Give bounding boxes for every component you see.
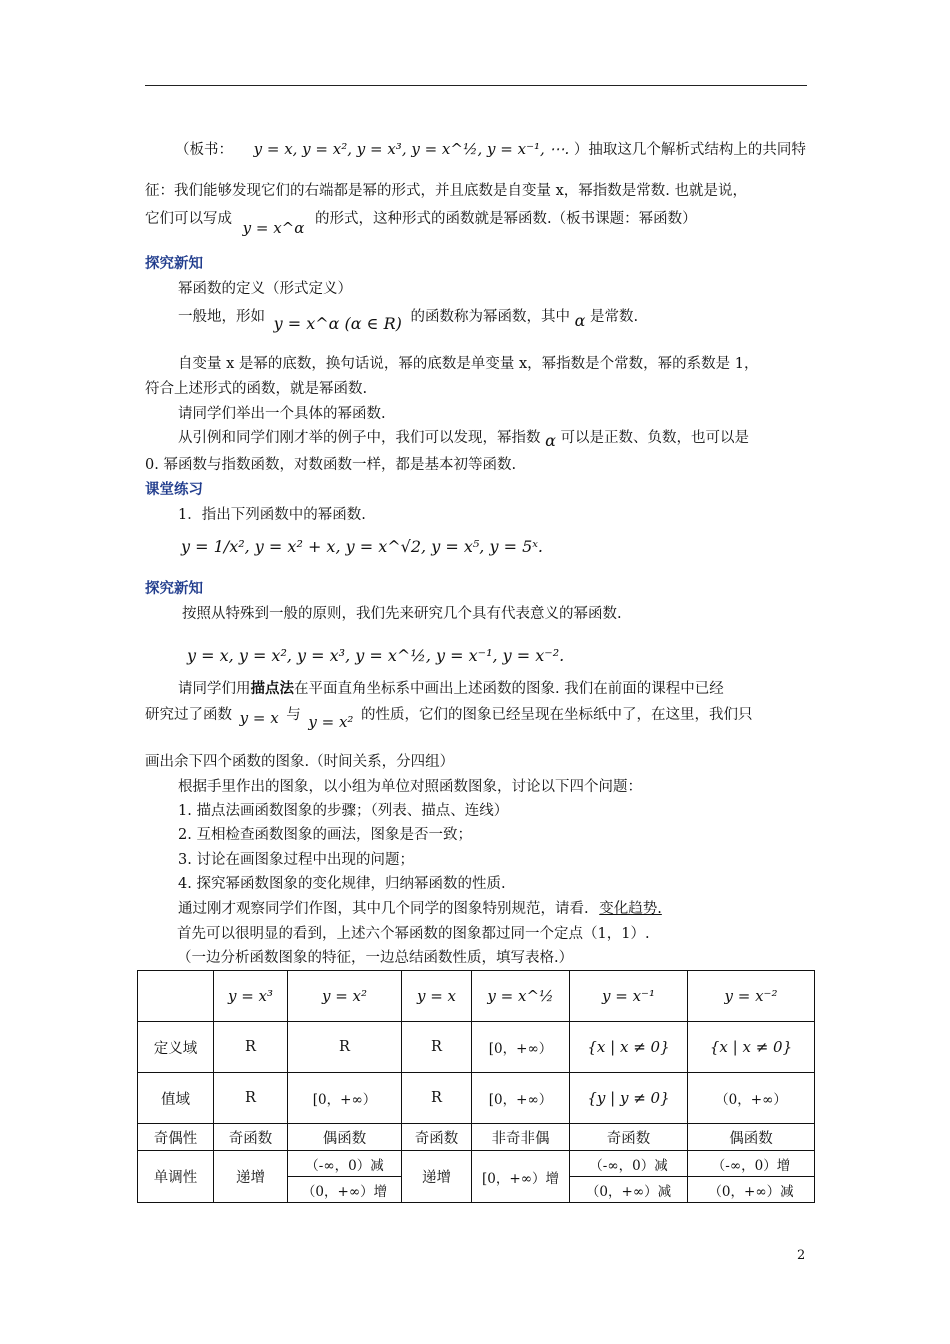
paragraph-variable-2: 符合上述形式的函数，就是幂函数. [145, 381, 368, 397]
table-cell: （0，+∞）增 [288, 1177, 402, 1203]
paragraph-exponent [145, 426, 750, 450]
col-header: y = x⁻¹ [570, 971, 688, 1022]
col-header: y = x^½ [472, 971, 570, 1022]
table-header-row [138, 971, 815, 1022]
paragraph-observation: 征：我们能够发现它们的右端都是幂的形式，并且底数是自变量 x，幂指数是常数. 也就是说， [145, 183, 748, 199]
exercise-question: 1．指出下列函数中的幂函数. [178, 507, 366, 523]
table-cell: [0，+∞） [472, 1022, 570, 1073]
paragraph-draw [145, 677, 724, 698]
text-lead: 研究过了函数 [145, 707, 232, 723]
page-number: 2 [797, 1248, 806, 1263]
col-header: y = x⁻² [688, 971, 815, 1022]
table-cell: [0，+∞） [472, 1073, 570, 1124]
paragraph-general-form [145, 207, 697, 237]
text-tail: 的形式，这种形式的函数就是幂函数.（板书课题：幂函数） [314, 211, 697, 227]
list-item: 4. 探究幂函数图象的变化规律，归纳幂函数的性质. [178, 876, 506, 892]
heading-practice: 课堂练习 [145, 482, 203, 498]
text-tail: 是常数. [590, 309, 639, 325]
row-label: 奇偶性 [138, 1124, 214, 1151]
table-cell: {x | x ≠ 0} [570, 1022, 688, 1073]
paragraph-exponent-2: 0. 幂函数与指数函数，对数函数一样，都是基本初等函数. [145, 457, 517, 473]
table-cell: （0，+∞）减 [570, 1177, 688, 1203]
formula-y-x: y = x [239, 709, 279, 727]
table-cell: （-∞，0）减 [570, 1151, 688, 1177]
text-lead: 它们可以写成 [145, 211, 232, 227]
paragraph-observe [145, 897, 676, 918]
paragraph-draw-2 [145, 703, 753, 731]
table-row [138, 1151, 815, 1177]
exercise-formula: y = 1/x², y = x² + x, y = x^√2, y = x⁵, y = 5ˣ. [181, 537, 544, 556]
text-tail: 在平面直角坐标系中画出上述函数的图象. 我们在前面的课程中已经 [294, 681, 724, 697]
table-row [138, 1022, 815, 1073]
list-item: 1. 描点法画函数图象的步骤；（列表、描点、连线） [178, 803, 509, 819]
formula-power: y = x^α [242, 219, 305, 237]
paragraph-principle: 按照从特殊到一般的原则，我们先来研究几个具有代表意义的幂函数. [182, 606, 622, 622]
paragraph-table-intro: （一边分析函数图象的特征，一边总结函数性质，填写表格.） [177, 950, 574, 966]
paragraph-blackboard [175, 138, 806, 159]
link-trend: 变化趋势. [599, 901, 662, 917]
table-cell: R [214, 1073, 288, 1124]
col-header: y = x [402, 971, 472, 1022]
heading-explore: 探究新知 [145, 256, 203, 272]
formula-six-functions: y = x, y = x², y = x³, y = x^½, y = x⁻¹, y = x⁻². [187, 646, 565, 665]
formula-definition: y = x^α (α ∈ R) [273, 314, 402, 333]
table-cell: 递增 [214, 1151, 288, 1203]
table-cell: （0，+∞） [688, 1073, 815, 1124]
symbol-alpha: α [574, 311, 586, 330]
table-cell: {x | x ≠ 0} [688, 1022, 815, 1073]
row-label: 值域 [138, 1073, 214, 1124]
properties-table [137, 970, 815, 1203]
text-mid: 的函数称为幂函数，其中 [410, 309, 571, 325]
table-cell: （-∞，0）增 [688, 1151, 815, 1177]
table-cell: R [402, 1073, 472, 1124]
paragraph-draw-3: 画出余下四个函数的图象.（时间关系，分四组） [145, 754, 455, 770]
table-row [138, 1073, 815, 1124]
table-cell: 奇函数 [214, 1124, 288, 1151]
table-cell: 非奇非偶 [472, 1124, 570, 1151]
text-method-bold: 描点法 [250, 681, 294, 697]
list-item: 2. 互相检查函数图象的画法，图象是否一致； [178, 827, 472, 843]
header-rule [145, 85, 807, 86]
table-corner [138, 971, 214, 1022]
table-cell: 递增 [402, 1151, 472, 1203]
table-cell: 偶函数 [288, 1124, 402, 1151]
heading-explore-2: 探究新知 [145, 581, 203, 597]
table-row [138, 1124, 815, 1151]
text-lead: （板书： [175, 142, 233, 158]
text-mid: 与 [286, 707, 301, 723]
definition-text [145, 305, 639, 333]
table-cell: {y | y ≠ 0} [570, 1073, 688, 1124]
table-cell: （-∞，0）减 [288, 1151, 402, 1177]
table-cell: 偶函数 [688, 1124, 815, 1151]
paragraph-fixed-point: 首先可以很明显的看到，上述六个幂函数的图象都过同一个定点（1，1）. [177, 926, 650, 942]
paragraph-discuss: 根据手里作出的图象，以小组为单位对照函数图象，讨论以下四个问题： [178, 779, 642, 795]
table-cell: [0，+∞）增 [472, 1151, 570, 1203]
table-cell: （0，+∞）减 [688, 1177, 815, 1203]
col-header: y = x² [288, 971, 402, 1022]
table-cell: [0，+∞） [288, 1073, 402, 1124]
text-tail: 的性质，它们的图象已经呈现在坐标纸中了，在这里，我们只 [361, 707, 753, 723]
formula-examples: y = x, y = x², y = x³, y = x^½, y = x⁻¹, ⋯. [253, 140, 570, 158]
text-lead: 从引例和同学们刚才举的例子中，我们可以发现，幂指数 [178, 430, 541, 446]
text-lead: 请同学们用 [178, 681, 251, 697]
table-cell: R [288, 1022, 402, 1073]
text-lead: 一般地，形如 [178, 309, 265, 325]
text-lead: 通过刚才观察同学们作图，其中几个同学的图象特别规范，请看. [178, 901, 589, 917]
list-item: 3. 讨论在画图象过程中出现的问题； [178, 852, 414, 868]
row-label: 定义域 [138, 1022, 214, 1073]
table-cell: 奇函数 [570, 1124, 688, 1151]
formula-y-x2: y = x² [308, 713, 354, 731]
symbol-alpha: α [545, 431, 556, 450]
col-header: y = x³ [214, 971, 288, 1022]
paragraph-ask: 请同学们举出一个具体的幂函数. [178, 406, 386, 422]
text-tail: 可以是正数、负数，也可以是 [560, 430, 750, 446]
table-cell: R [402, 1022, 472, 1073]
text-tail: ）抽取这几个解析式结构上的共同特 [573, 142, 806, 158]
row-label: 单调性 [138, 1151, 214, 1203]
table-cell: R [214, 1022, 288, 1073]
table-cell: 奇函数 [402, 1124, 472, 1151]
paragraph-variable-1: 自变量 x 是幂的底数，换句话说，幂的底数是单变量 x，幂指数是个常数，幂的系数是 1， [178, 356, 759, 372]
definition-title: 幂函数的定义（形式定义） [178, 281, 352, 297]
